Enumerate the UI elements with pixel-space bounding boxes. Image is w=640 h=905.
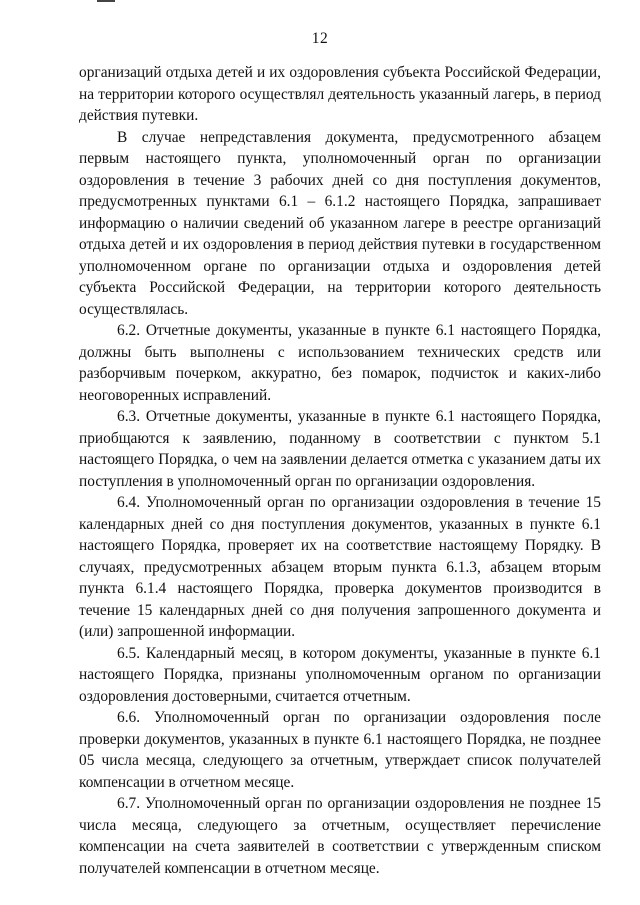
paragraph-non-submission: В случае непредставления документа, предусмотренного абзацем первым настоящего пункта, уполномоченный орган по организации оздоровления в течение 3 рабочих дней со дня поступления документов, предусмотренных пунктами 6.1 – 6.1.2 настоящего Порядка, запрашивает информацию о наличии сведений об указанном лагере в реестре организаций отдыха детей и их оздоровления в период действия путевки в государственном уполномоченном органе по организации отдыха и оздоровления детей субъекта Российской Федерации, на территории которого деятельность осуществлялась. xyxy=(79,128,601,318)
paragraph-continuation: организаций отдыха детей и их оздоровления субъекта Российской Федерации, на территории которого осуществлял деятельность указанный лагерь, в период действия путевки. xyxy=(79,64,601,124)
paragraph-6-6: 6.6. Уполномоченный орган по организации оздоровления после проверки документов, указанных в пункте 6.1 настоящего Порядка, не позднее 05 числа месяца, следующего за отчетным, утверждает список получателей компенсации в отчетном месяце. xyxy=(79,709,601,791)
paragraph-6-7: 6.7. Уполномоченный орган по организации оздоровления не позднее 15 числа месяца, следующего за отчетным, осуществляет перечисление компенсации на счета заявителей в соответствии с утвержденным списком получателей компенсации в отчетном месяце. xyxy=(79,795,601,877)
paragraph-6-3: 6.3. Отчетные документы, указанные в пункте 6.1 настоящего Порядка, приобщаются к заявлению, поданному в соответствии с пунктом 5.1 настоящего Порядка, о чем на заявлении делается отметка с указанием даты их поступления в уполномоченный орган по организации оздоровления. xyxy=(79,408,601,490)
page-number: 12 xyxy=(311,30,329,47)
paragraph-6-2: 6.2. Отчетные документы, указанные в пункте 6.1 настоящего Порядка, должны быть выполнены с использованием технических средств или разборчивым почерком, аккуратно, без помарок, подчисток и каких-либо неоговоренных исправлений. xyxy=(79,322,601,404)
document-body xyxy=(79,62,601,879)
paragraph-6-4: 6.4. Уполномоченный орган по организации оздоровления в течение 15 календарных дней со дня поступления документов, указанных в пункте 6.1 настоящего Порядка, проверяет их на соответствие настоящему Порядку. В случаях, предусмотренных абзацем вторым пункта 6.1.3, абзацем вторым пункта 6.1.4 настоящего Порядка, проверка документов производится в течение 15 календарных дней со дня получения запрошенного документа и (или) запрошенной информации. xyxy=(79,494,601,640)
scan-corner-mark xyxy=(97,0,115,2)
paragraph-6-5: 6.5. Календарный месяц, в котором документы, указанные в пункте 6.1 настоящего Порядка, признаны уполномоченным органом по организации оздоровления достоверными, считается отчетным. xyxy=(79,644,601,705)
